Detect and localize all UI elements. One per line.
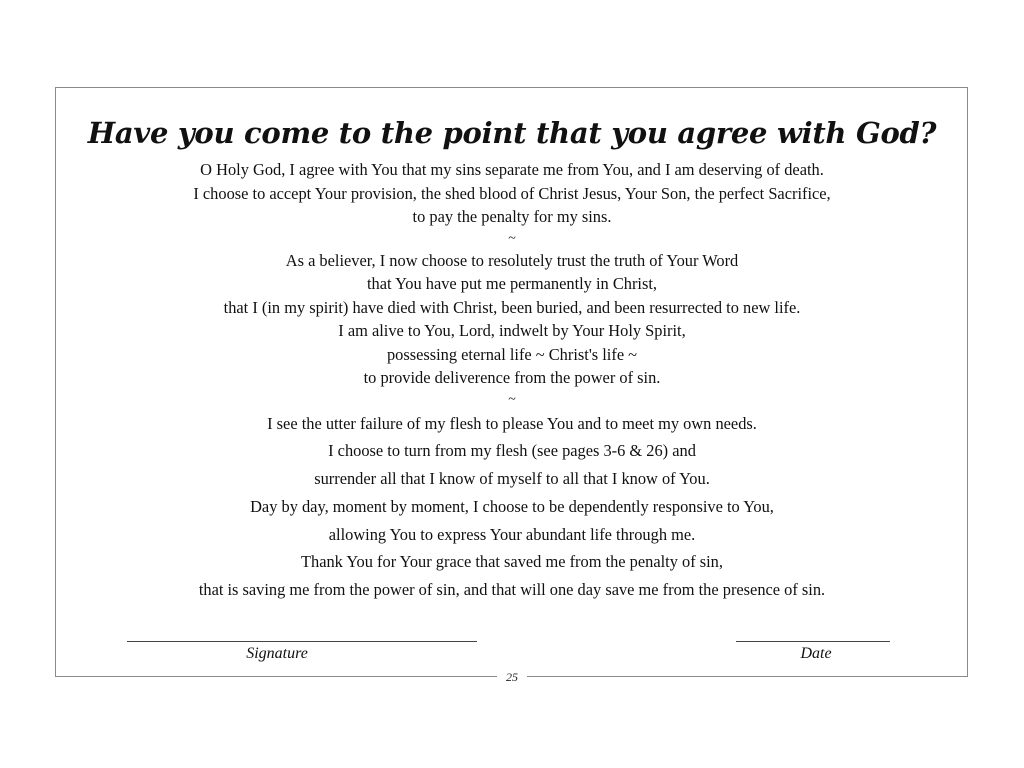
prayer-line: Day by day, moment by moment, I choose to be dependently responsive to You, [250,496,774,516]
prayer-line: I see the utter failure of my flesh to please You and to meet my own needs. [267,413,757,433]
prayer-group-1 [60,158,964,249]
prayer-line: I choose to turn from my flesh (see pages 3-6 & 26) and [328,441,696,461]
prayer-group-2 [60,249,964,410]
prayer-line: O Holy God, I agree with You that my sins separate me from You, and I am deserving of death. [200,160,824,179]
signature-label: Signature [246,645,308,662]
prayer-line: Thank You for Your grace that saved me from the penalty of sin, [301,552,723,572]
prayer-line: that is saving me from the power of sin, and that will one day save me from the presence of sin. [198,580,826,600]
tilde-separator: ~ [508,230,516,246]
date-label: Date [800,645,832,662]
prayer-line: that I (in my spirit) have died with Christ, been buried, and been resurrected to new life. [223,297,801,317]
prayer-group-3 [60,410,964,605]
signature-line[interactable] [127,641,477,642]
prayer-line: to provide deliverence from the power of sin. [363,368,661,387]
prayer-line: I am alive to You, Lord, indwelt by Your Holy Spirit, [338,321,686,340]
prayer-line: As a believer, I now choose to resolutely trust the truth of Your Word [285,250,739,270]
prayer-line: surrender all that I know of myself to all that I know of You. [314,469,710,489]
page-title: Have you come to the point that you agree with God? [87,116,937,150]
prayer-line: I choose to accept Your provision, the shed blood of Christ Jesus, Your Son, the perfect Sacrifice, [193,183,831,203]
prayer-line: allowing You to express Your abundant life through me. [328,524,696,544]
prayer-line: possessing eternal life ~ Christ's life ~ [386,344,638,364]
prayer-line: that You have put me permanently in Christ, [367,274,657,293]
tilde-separator: ~ [508,391,516,407]
prayer-line: to pay the penalty for my sins. [412,207,612,226]
prayer-text [60,158,964,604]
date-line[interactable] [736,641,890,642]
page-number: 25 [497,668,527,686]
